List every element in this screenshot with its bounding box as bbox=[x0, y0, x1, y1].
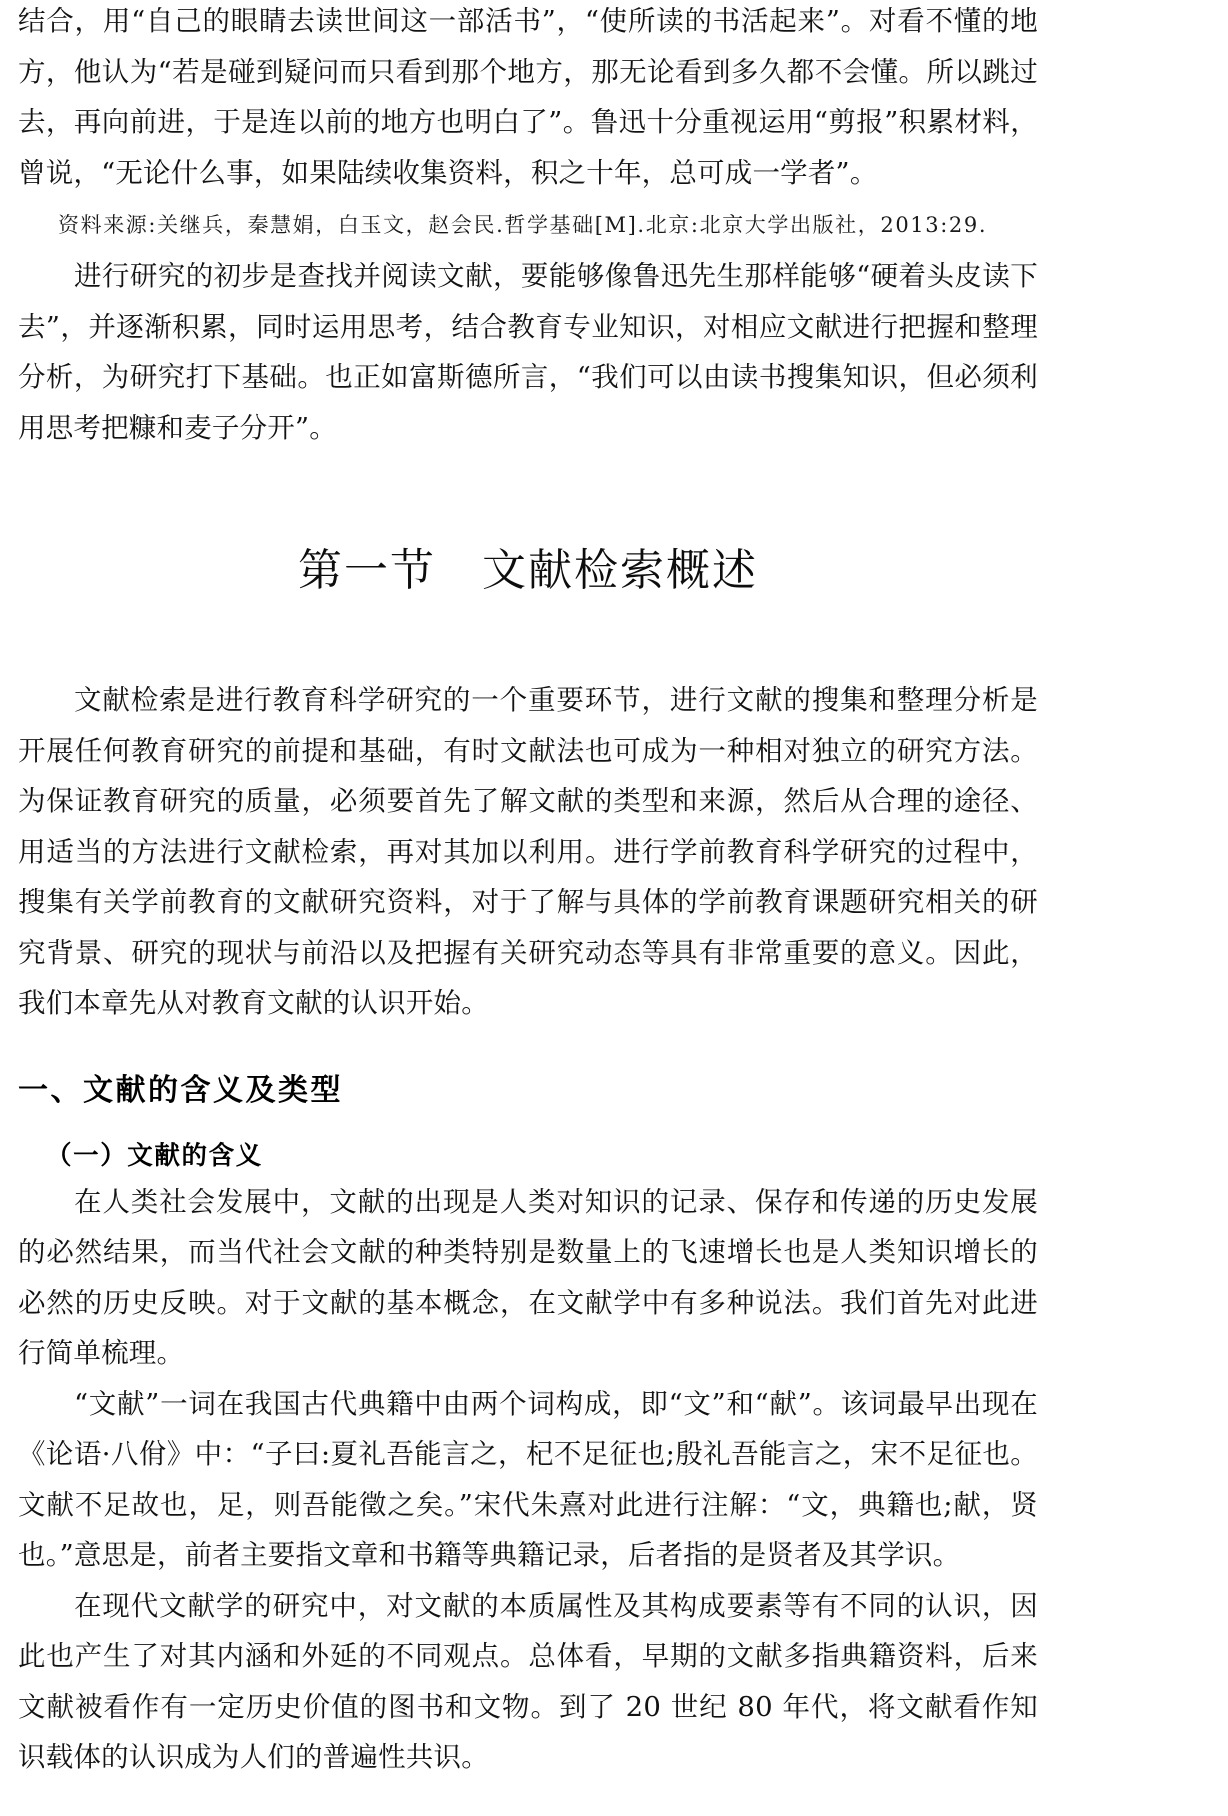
page-content-column bbox=[18, 0, 1038, 1783]
section-number-label: 第一节 bbox=[298, 545, 436, 596]
heading-level2-document-meaning: （一）文献的含义 bbox=[46, 1140, 263, 1171]
subsection-paragraph-wenxian-etymology: “文献”一词在我国古代典籍中由两个词构成，即“文”和“献”。该词最早出现在《论语·八佾》中：“子曰:夏礼吾能言之，杞不足征也;殷礼吾能言之，宋不足征也。文献不足故也，足，则吾能徵之矣。”宋代朱熹对此进行注解：“文，典籍也;献，贤也。”意思是，前者主要指文章和书籍等典籍记录，后者指的是贤者及其学识。 bbox=[18, 1387, 1038, 1571]
heading-level1-document-meaning-and-types: 一、文献的含义及类型 bbox=[18, 1072, 343, 1108]
paragraph-research-first-step: 进行研究的初步是查找并阅读文献，要能够像鲁迅先生那样能够“硬着头皮读下去”，并逐渐积累，同时运用思考，结合教育专业知识，对相应文献进行把握和整理分析，为研究打下基础。也正如富斯德所言，“我们可以由读书搜集知识，但必须利用思考把糠和麦子分开”。 bbox=[18, 260, 1038, 444]
section-title-block bbox=[18, 541, 1038, 601]
subsection-paragraph-human-society: 在人类社会发展中，文献的出现是人类对知识的记录、保存和传递的历史发展的必然结果，而当代社会文献的种类特别是数量上的飞速增长也是人类知识增长的必然的历史反映。对于文献的基本概念，在文献学中有多种说法。我们首先对此进行简单梳理。 bbox=[18, 1185, 1038, 1369]
source-citation-line: 资料来源:关继兵，秦慧娟，白玉文，赵会民.哲学基础[M].北京:北京大学出版社，2013:29. bbox=[58, 213, 988, 237]
section-paragraph-overview: 文献检索是进行教育科学研究的一个重要环节，进行文献的搜集和整理分析是开展任何教育研究的前提和基础，有时文献法也可成为一种相对独立的研究方法。为保证教育研究的质量，必须要首先了解文献的类型和来源，然后从合理的途径、用适当的方法进行文献检索，再对其加以利用。进行学前教育科学研究的过程中，搜集有关学前教育的文献研究资料，对于了解与具体的学前教育课题研究相关的研究背景、研究的现状与前沿以及把握有关研究动态等具有非常重要的意义。因此，我们本章先从对教育文献的认识开始。 bbox=[18, 684, 1038, 1019]
section-title bbox=[18, 541, 1038, 601]
subsection-paragraph-modern-research: 在现代文献学的研究中，对文献的本质属性及其构成要素等有不同的认识，因此也产生了对其内涵和外延的不同观点。总体看，早期的文献多指典籍资料，后来文献被看作有一定历史价值的图书和文物。到了 20 世纪 80 年代，将文献看作知识载体的认识成为人们的普遍性共识。 bbox=[18, 1589, 1038, 1773]
section-title-text: 文献检索概述 bbox=[482, 545, 758, 596]
paragraph-continued-from-previous-page: 结合，用“自己的眼睛去读世间这一部活书”，“使所读的书活起来”。对看不懂的地方，他认为“若是碰到疑问而只看到那个地方，那无论看到多久都不会懂。所以跳过去，再向前进，于是连以前的地方也明白了”。鲁迅十分重视运用“剪报”积累材料，曾说，“无论什么事，如果陆续收集资料，积之十年，总可成一学者”。 bbox=[18, 5, 1038, 189]
